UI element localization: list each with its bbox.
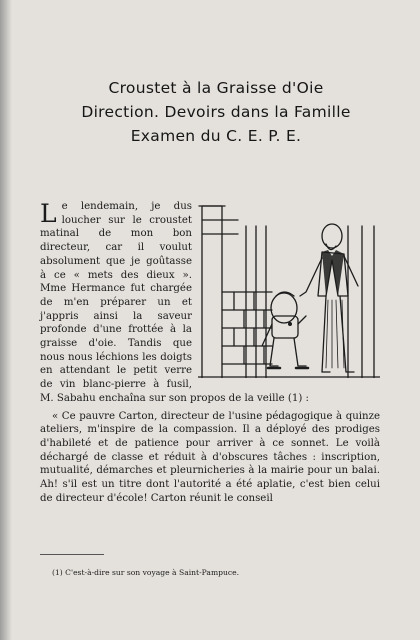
chapter-title-line-3: Examen du C. E. P. E.	[130, 127, 302, 145]
body-text	[40, 200, 380, 505]
child-head	[271, 293, 297, 323]
footnote: (1) C'est-à-dire sur son voyage à Saint-Pampuce.	[52, 568, 240, 577]
page-binding-shadow	[0, 0, 12, 640]
drop-cap-letter: L	[40, 199, 57, 228]
illustration-child-and-director	[198, 196, 380, 378]
footnote-separator	[40, 554, 104, 555]
paragraph-1-text: e lendemain, je dus loucher sur le croustet matinal de mon bon directeur, car il voulut absolument que je goûtasse à ce « mets des dieux ». Mme Hermance fut chargée de m'en préparer un et j'appris ainsi la saveur profonde d'une frottée à la graisse d'oie. Tandis que nous nous léchions les doigts en attendant le petit verre de vin blanc-pierre à fusil, M. Sabahu enchaîna sur son propos de la veille (1) :	[40, 201, 309, 404]
chapter-title	[40, 76, 392, 148]
chapter-title-line-2: Direction. Devoirs dans la Famille	[81, 103, 351, 121]
paragraph-2: « Ce pauvre Carton, directeur de l'usine pédagogique à quinze ateliers, m'inspire de la compassion. Il a déployé des prodiges d'habileté et de patience pour arriver à ce sonnet. Le voilà déchargé de classe et réduit à d'obscures tâches : inscription, mutualité, démarches et pleurnicheries à la mairie pour un balai. Ah! s'il est un titre dont l'autorité a été aplatie, c'est bien celui de directeur d'école! Carton réunit le conseil	[40, 410, 380, 504]
gate-post-left	[202, 206, 222, 378]
chapter-title-line-1: Croustet à la Graisse d'Oie	[108, 79, 324, 97]
director-head	[322, 224, 342, 248]
